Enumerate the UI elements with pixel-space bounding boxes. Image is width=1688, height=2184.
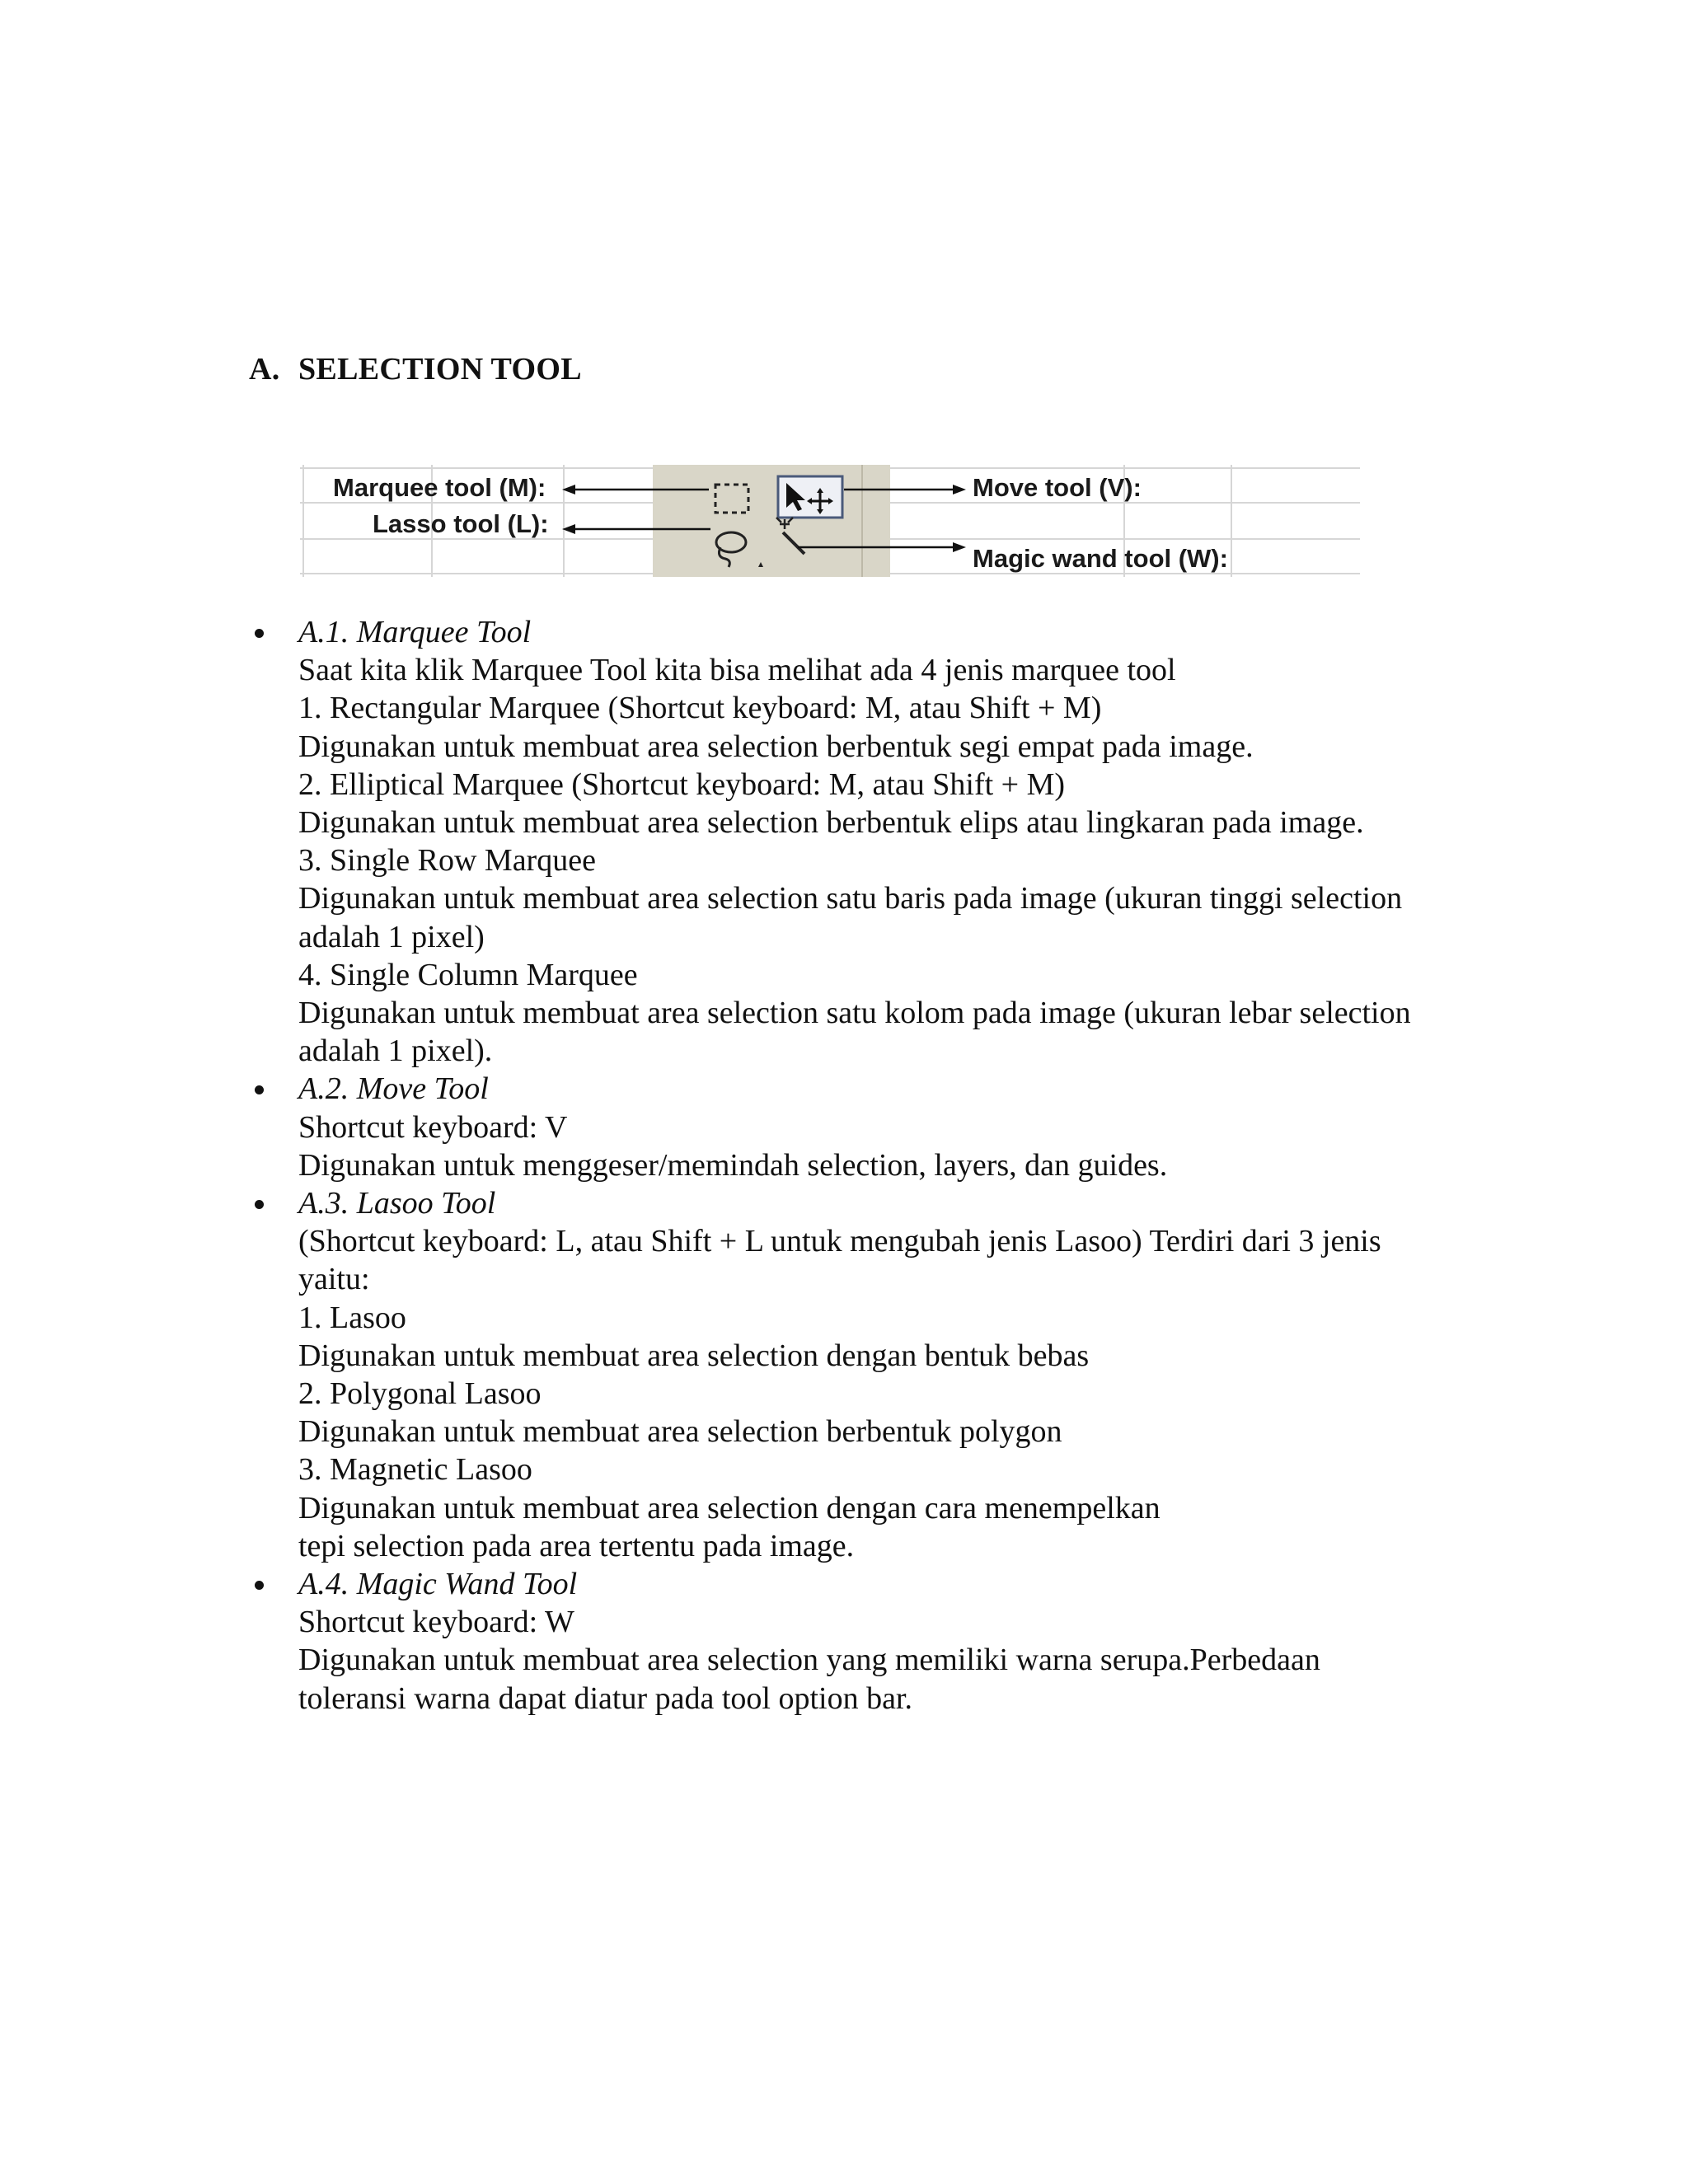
item-line: adalah 1 pixel) [298,919,485,954]
bullet-icon [249,1565,269,1603]
section-title: SELECTION TOOL [298,352,582,387]
toolbar-figure [300,465,1360,577]
item-line: tepi selection pada area tertentu pada image. [298,1528,855,1563]
item-line: adalah 1 pixel). [298,1033,493,1069]
item-line: Digunakan untuk membuat area selection yang memiliki warna serupa.Perbedaan [298,1643,1320,1678]
item-line: Digunakan untuk membuat area selection satu kolom pada image (ukuran lebar selection [298,996,1411,1031]
bullet-icon [249,1184,269,1222]
toolbox-panel [653,465,890,577]
item-line: Saat kita klik Marquee Tool kita bisa melihat ada 4 jenis marquee tool [298,653,1176,688]
marquee-tool-label: Marquee tool (M): [333,473,546,502]
section-heading [249,349,582,389]
move-icon [778,476,842,518]
bullet-icon [249,1070,269,1108]
tool-list [298,613,1502,1718]
item-line: yaitu: [298,1262,370,1297]
bullet-icon [249,613,269,651]
item-line: 1. Lasoo [298,1300,406,1335]
item-line: Digunakan untuk membuat area selection dengan cara menempelkan [298,1490,1160,1526]
item-line: 2. Polygonal Lasoo [298,1376,542,1412]
item-line: Digunakan untuk membuat area selection dengan bentuk bebas [298,1338,1090,1373]
lasso-tool-label: Lasso tool (L): [373,509,549,538]
item-line: Digunakan untuk membuat area selection berbentuk segi empat pada image. [298,729,1254,764]
item-line: 3. Single Row Marquee [298,843,596,879]
item-line: 1. Rectangular Marquee (Shortcut keyboard: M, atau Shift + M) [298,691,1102,726]
item-line: Digunakan untuk membuat area selection satu baris pada image (ukuran tinggi selection [298,881,1403,916]
move-tool-label: Move tool (V): [973,473,1142,502]
item-line: Digunakan untuk menggeser/memindah selection, layers, dan guides. [298,1147,1168,1183]
item-line: Digunakan untuk membuat area selection berbentuk elips atau lingkaran pada image. [298,805,1364,841]
item-title: A.3. Lasoo Tool [298,1186,496,1221]
item-title: A.4. Magic Wand Tool [298,1567,578,1602]
item-line: (Shortcut keyboard: L, atau Shift + L untuk mengubah jenis Lasoo) Terdiri dari 3 jenis [298,1224,1381,1259]
item-line: 2. Elliptical Marquee (Shortcut keyboard: M, atau Shift + M) [298,766,1066,802]
list-item-lasoo-tool [298,1184,1502,1565]
list-item-marquee-tool [298,613,1502,1070]
magic-wand-tool-label: Magic wand tool (W): [973,544,1228,573]
item-line: Shortcut keyboard: V [298,1109,568,1145]
list-item-magic-wand-tool [298,1565,1502,1718]
item-line: Digunakan untuk membuat area selection berbentuk polygon [298,1414,1062,1450]
item-line: 3. Magnetic Lasoo [298,1452,532,1488]
list-item-move-tool [298,1070,1502,1184]
item-title: A.1. Marquee Tool [298,615,532,649]
item-line: toleransi warna dapat diatur pada tool option bar. [298,1680,912,1716]
item-line: Shortcut keyboard: W [298,1605,574,1640]
section-number: A. [249,352,280,387]
item-title: A.2. Move Tool [298,1071,489,1107]
item-line: 4. Single Column Marquee [298,957,638,992]
